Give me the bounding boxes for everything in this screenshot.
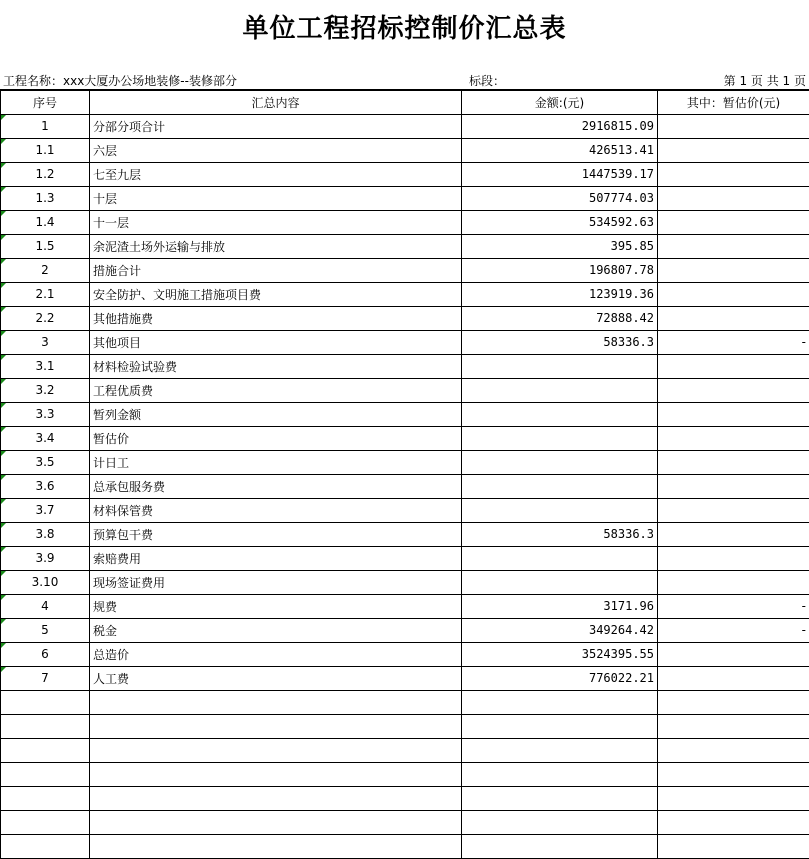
table-row (1, 762, 809, 786)
table-row (1, 114, 809, 138)
cell-provisional (658, 594, 809, 618)
cell-comment-marker-icon (1, 619, 6, 624)
cell-no-text: 3.1 (35, 359, 54, 373)
table-row (1, 306, 809, 330)
cell-comment-marker-icon (1, 403, 6, 408)
cell-amount-text: 349264.42 (589, 623, 654, 637)
cell-name-text: 其他措施费 (93, 312, 153, 326)
cell-name-text: 总承包服务费 (93, 480, 165, 494)
cell-no (1, 570, 90, 594)
cell-name-text: 预算包干费 (93, 528, 153, 542)
cell-no (1, 786, 90, 810)
cell-name (90, 330, 462, 354)
cell-amount (462, 522, 658, 546)
cell-amount (462, 138, 658, 162)
cell-no (1, 690, 90, 714)
table-row (1, 546, 809, 570)
cell-name (90, 162, 462, 186)
cell-name (90, 786, 462, 810)
cell-amount (462, 834, 658, 858)
cell-name-text: 安全防护、文明施工措施项目费 (93, 288, 261, 302)
cell-name-text: 人工费 (93, 672, 129, 686)
cell-amount (462, 642, 658, 666)
cell-name-text: 索赔费用 (93, 552, 141, 566)
cell-name-text: 材料保管费 (93, 504, 153, 518)
cell-name (90, 666, 462, 690)
cell-amount (462, 426, 658, 450)
cell-name-text: 材料检验试验费 (93, 360, 177, 374)
cell-no (1, 282, 90, 306)
page-indicator: 第 1 页 共 1 页 (724, 73, 806, 89)
cell-name (90, 402, 462, 426)
cell-provisional (658, 834, 809, 858)
cell-no-text: 1.4 (35, 215, 54, 229)
cell-no (1, 474, 90, 498)
cell-amount (462, 474, 658, 498)
cell-amount-text: 2916815.09 (582, 119, 654, 133)
table-header-row (1, 90, 809, 114)
cell-comment-marker-icon (1, 331, 6, 336)
cell-provisional (658, 474, 809, 498)
cell-name (90, 834, 462, 858)
cell-comment-marker-icon (1, 307, 6, 312)
cell-comment-marker-icon (1, 163, 6, 168)
header-amount: 金额:(元) (462, 90, 658, 114)
cell-no-text: 2.1 (35, 287, 54, 301)
table-row (1, 618, 809, 642)
cell-comment-marker-icon (1, 259, 6, 264)
cell-amount (462, 378, 658, 402)
cell-provisional (658, 738, 809, 762)
cell-amount (462, 306, 658, 330)
cell-no-text: 3.9 (35, 551, 54, 565)
cell-no-text: 3.6 (35, 479, 54, 493)
cell-name-text: 十一层 (93, 216, 129, 230)
cell-name-text: 其他项目 (93, 336, 141, 350)
cell-amount (462, 498, 658, 522)
cell-provisional (658, 138, 809, 162)
cell-comment-marker-icon (1, 499, 6, 504)
cell-name (90, 378, 462, 402)
cell-amount (462, 450, 658, 474)
summary-table (0, 89, 809, 859)
cell-no-text: 3 (41, 335, 49, 349)
cell-comment-marker-icon (1, 523, 6, 528)
cell-no (1, 330, 90, 354)
cell-name (90, 258, 462, 282)
cell-name (90, 210, 462, 234)
cell-name (90, 426, 462, 450)
cell-no (1, 114, 90, 138)
cell-name (90, 714, 462, 738)
cell-name-text: 暂列金额 (93, 408, 141, 422)
table-row (1, 138, 809, 162)
cell-amount-text: 776022.21 (589, 671, 654, 685)
table-row (1, 738, 809, 762)
cell-name (90, 354, 462, 378)
header-provisional: 其中：暂估价(元) (658, 90, 809, 114)
table-row (1, 810, 809, 834)
cell-comment-marker-icon (1, 451, 6, 456)
cell-comment-marker-icon (1, 427, 6, 432)
cell-amount-text: 58336.3 (603, 527, 654, 541)
section-label: 标段： (469, 73, 505, 89)
cell-no (1, 258, 90, 282)
cell-no (1, 522, 90, 546)
cell-comment-marker-icon (1, 475, 6, 480)
cell-no-text: 3.10 (32, 575, 59, 589)
table-row (1, 186, 809, 210)
table-body (1, 114, 809, 858)
cell-amount (462, 402, 658, 426)
cell-no (1, 618, 90, 642)
cell-amount (462, 186, 658, 210)
cell-name (90, 642, 462, 666)
table-row (1, 234, 809, 258)
cell-name-text: 现场签证费用 (93, 576, 165, 590)
cell-no (1, 546, 90, 570)
cell-amount (462, 570, 658, 594)
cell-no (1, 762, 90, 786)
table-row (1, 426, 809, 450)
cell-name (90, 618, 462, 642)
cell-provisional (658, 642, 809, 666)
cell-amount-text: 507774.03 (589, 191, 654, 205)
cell-no (1, 834, 90, 858)
table-row (1, 210, 809, 234)
cell-no-text: 3.8 (35, 527, 54, 541)
table-row (1, 666, 809, 690)
cell-amount-text: 1447539.17 (582, 167, 654, 181)
cell-no (1, 234, 90, 258)
cell-no (1, 714, 90, 738)
cell-provisional-text: - (802, 335, 806, 349)
cell-no-text: 1.2 (35, 167, 54, 181)
table-row (1, 450, 809, 474)
cell-provisional (658, 786, 809, 810)
cell-amount (462, 330, 658, 354)
cell-provisional (658, 162, 809, 186)
table-row (1, 786, 809, 810)
cell-name (90, 546, 462, 570)
cell-comment-marker-icon (1, 235, 6, 240)
cell-amount-text: 72888.42 (596, 311, 654, 325)
cell-name (90, 114, 462, 138)
header-name: 汇总内容 (90, 90, 462, 114)
cell-provisional (658, 210, 809, 234)
cell-amount (462, 114, 658, 138)
cell-provisional (658, 186, 809, 210)
cell-comment-marker-icon (1, 283, 6, 288)
cell-name (90, 738, 462, 762)
cell-comment-marker-icon (1, 595, 6, 600)
table-row (1, 402, 809, 426)
table-row (1, 282, 809, 306)
cell-no (1, 354, 90, 378)
cell-provisional (658, 810, 809, 834)
table-row (1, 162, 809, 186)
cell-no (1, 426, 90, 450)
table-row (1, 354, 809, 378)
cell-no (1, 162, 90, 186)
cell-no (1, 642, 90, 666)
cell-amount-text: 426513.41 (589, 143, 654, 157)
cell-name (90, 450, 462, 474)
cell-no-text: 1.3 (35, 191, 54, 205)
cell-comment-marker-icon (1, 211, 6, 216)
cell-no-text: 2.2 (35, 311, 54, 325)
cell-provisional (658, 402, 809, 426)
cell-provisional (658, 234, 809, 258)
cell-amount (462, 714, 658, 738)
cell-provisional (658, 378, 809, 402)
cell-no (1, 138, 90, 162)
cell-provisional-text: - (802, 623, 806, 637)
cell-provisional (658, 570, 809, 594)
cell-amount (462, 282, 658, 306)
table-row (1, 498, 809, 522)
cell-no (1, 738, 90, 762)
cell-amount (462, 618, 658, 642)
cell-provisional (658, 690, 809, 714)
cell-name (90, 282, 462, 306)
cell-name-text: 十层 (93, 192, 117, 206)
cell-name (90, 570, 462, 594)
cell-name (90, 186, 462, 210)
cell-no (1, 210, 90, 234)
cell-amount (462, 810, 658, 834)
cell-provisional (658, 282, 809, 306)
cell-provisional (658, 330, 809, 354)
cell-amount-text: 3524395.55 (582, 647, 654, 661)
table-row (1, 378, 809, 402)
cell-comment-marker-icon (1, 139, 6, 144)
cell-no (1, 498, 90, 522)
cell-comment-marker-icon (1, 547, 6, 552)
cell-name (90, 594, 462, 618)
cell-no-text: 6 (41, 647, 49, 661)
cell-provisional-text: - (802, 599, 806, 613)
cell-comment-marker-icon (1, 667, 6, 672)
cell-name-text: 工程优质费 (93, 384, 153, 398)
cell-name-text: 总造价 (93, 648, 129, 662)
cell-name (90, 522, 462, 546)
cell-amount (462, 210, 658, 234)
cell-amount (462, 594, 658, 618)
project-name-label: 工程名称：xxx大厦办公场地装修--装修部分 (3, 73, 237, 89)
header-no: 序号 (1, 90, 90, 114)
table-row (1, 714, 809, 738)
cell-provisional (658, 762, 809, 786)
cell-no-text: 3.4 (35, 431, 54, 445)
cell-no (1, 378, 90, 402)
cell-no (1, 306, 90, 330)
cell-amount (462, 786, 658, 810)
document-title: 单位工程招标控制价汇总表 (0, 8, 809, 45)
cell-name (90, 690, 462, 714)
cell-no (1, 450, 90, 474)
cell-provisional (658, 498, 809, 522)
table-row (1, 642, 809, 666)
cell-no-text: 1.5 (35, 239, 54, 253)
cell-name-text: 规费 (93, 600, 117, 614)
cell-name (90, 138, 462, 162)
cell-name-text: 措施合计 (93, 264, 141, 278)
cell-no-text: 3.2 (35, 383, 54, 397)
cell-comment-marker-icon (1, 571, 6, 576)
cell-name-text: 暂估价 (93, 432, 129, 446)
cell-no (1, 186, 90, 210)
table-row (1, 570, 809, 594)
cell-no-text: 3.5 (35, 455, 54, 469)
cell-name-text: 余泥渣土场外运输与排放 (93, 240, 225, 254)
cell-comment-marker-icon (1, 379, 6, 384)
cell-provisional (658, 546, 809, 570)
cell-amount-text: 58336.3 (603, 335, 654, 349)
cell-comment-marker-icon (1, 643, 6, 648)
cell-provisional (658, 114, 809, 138)
table-row (1, 258, 809, 282)
cell-no-text: 3.3 (35, 407, 54, 421)
cell-comment-marker-icon (1, 187, 6, 192)
cell-name-text: 七至九层 (93, 168, 141, 182)
cell-name (90, 234, 462, 258)
cell-amount (462, 162, 658, 186)
cell-name-text: 税金 (93, 624, 117, 638)
cell-provisional (658, 618, 809, 642)
cell-name (90, 810, 462, 834)
cell-no-text: 5 (41, 623, 49, 637)
cell-amount (462, 258, 658, 282)
table-row (1, 594, 809, 618)
cell-name (90, 306, 462, 330)
cell-no-text: 1.1 (35, 143, 54, 157)
cell-amount (462, 234, 658, 258)
cell-provisional (658, 522, 809, 546)
cell-amount (462, 546, 658, 570)
cell-no-text: 1 (41, 119, 49, 133)
cell-amount (462, 354, 658, 378)
cell-no (1, 402, 90, 426)
table-row (1, 330, 809, 354)
cell-provisional (658, 306, 809, 330)
cell-no-text: 2 (41, 263, 49, 277)
cell-amount (462, 762, 658, 786)
table-row (1, 690, 809, 714)
cell-provisional (658, 450, 809, 474)
cell-no-text: 4 (41, 599, 49, 613)
cell-amount-text: 3171.96 (603, 599, 654, 613)
cell-name (90, 762, 462, 786)
cell-name-text: 六层 (93, 144, 117, 158)
cell-no (1, 810, 90, 834)
cell-no-text: 7 (41, 671, 49, 685)
cell-no-text: 3.7 (35, 503, 54, 517)
cell-no (1, 666, 90, 690)
cell-name (90, 474, 462, 498)
cell-provisional (658, 426, 809, 450)
table-row (1, 522, 809, 546)
cell-provisional (658, 666, 809, 690)
cell-name (90, 498, 462, 522)
cell-provisional (658, 354, 809, 378)
cell-comment-marker-icon (1, 115, 6, 120)
cell-name-text: 计日工 (93, 456, 129, 470)
cell-name-text: 分部分项合计 (93, 120, 165, 134)
cell-comment-marker-icon (1, 355, 6, 360)
cell-amount (462, 666, 658, 690)
cell-amount-text: 123919.36 (589, 287, 654, 301)
cell-amount-text: 395.85 (611, 239, 654, 253)
cell-no (1, 594, 90, 618)
cell-amount (462, 690, 658, 714)
cell-provisional (658, 258, 809, 282)
table-row (1, 474, 809, 498)
table-row (1, 834, 809, 858)
cell-provisional (658, 714, 809, 738)
cell-amount-text: 196807.78 (589, 263, 654, 277)
cell-amount-text: 534592.63 (589, 215, 654, 229)
cell-amount (462, 738, 658, 762)
